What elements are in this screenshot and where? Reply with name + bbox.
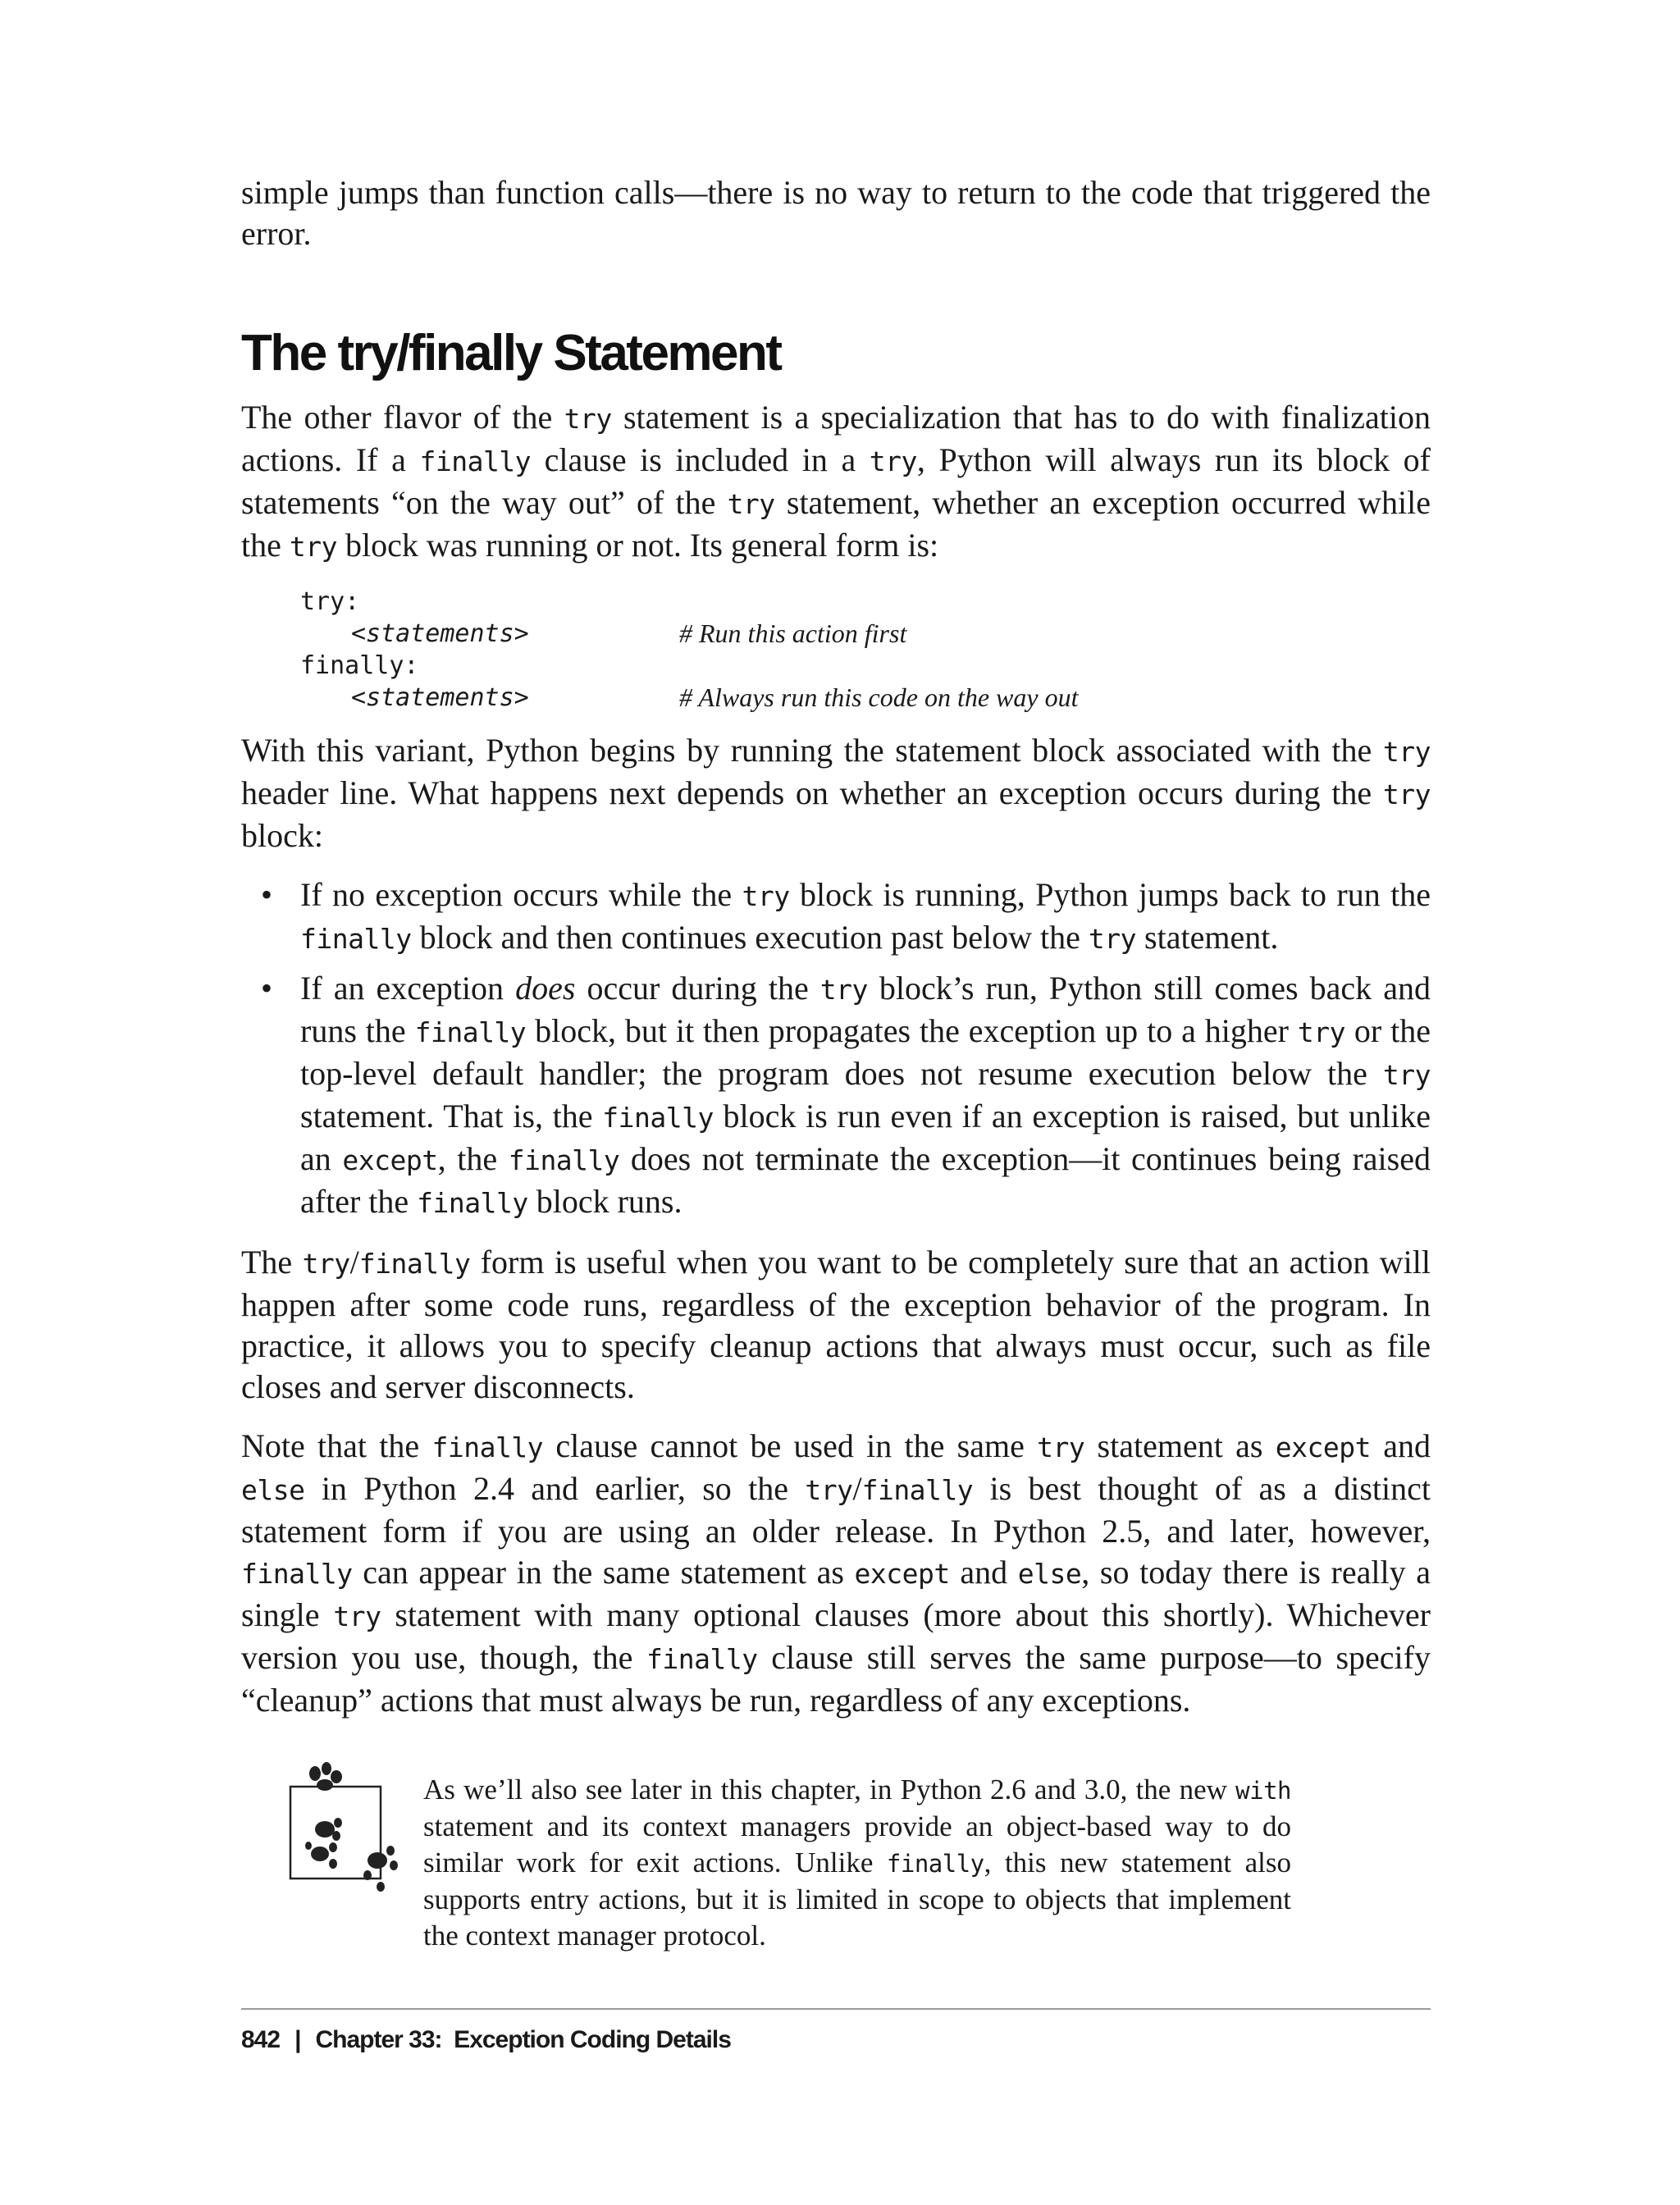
tip-note [241,1772,1431,1954]
paragraph-version-note: Note that the finally clause cannot be used in the same try statement as except and else in Python 2.4 and earlier, so the try/finally is best thought of as a distinct statement form if you are using an older release. In Python 2.5, and later, however, finally can appear in the same statement as except and else, so today there is really a single try statement with many optional clauses (more about this shortly). Whichever version you use, though, the finally clause still serves the same purpose—to specify “cleanup” actions that must always be run, regardless of any exceptions. [241,1427,1431,1719]
running-chapter-title: Chapter 33: Exception Coding Details [315,2026,731,2053]
intro-paragraph: simple jumps than function calls—there is no way to return to the code that triggered the error. [241,174,1431,252]
paragraph-general-form: The other flavor of the try statement is a specialization that has to do with finalization actions. If a finally clause is included in a try, Python will always run its block of statements “on the way out” of the try statement, whether an exception occurred while the try block was running or not. Its general form is: [241,399,1431,564]
bullet-item: • If an exception does occur during the try block’s run, Python still comes back and runs the finally block, but it then propagates the exception up to a higher try or the top-level default handler; the program does not resume execution below the try statement. That is, the finally block is run even if an exception is raised, but unlike an except, the finally does not terminate the exception—it continues being raised after the finally block runs. [261,970,1431,1220]
paragraph-variant: With this variant, Python begins by running the statement block associated with the try header line. What happens next depends on whether an exception occurs during the try block: [241,732,1431,854]
footer-separator: | [294,2026,301,2053]
code-line: try: [300,587,360,616]
code-line: <statements> # Run this action first [351,619,907,648]
code-line: finally: [300,651,419,680]
tip-text: As we’ll also see later in this chapter, in Python 2.6 and 3.0, the new with statement and its context managers provide an object-based way to do similar work for exit actions. Unlike finally, this new statement also supports entry actions, but it is limited in scope to objects that implement the context manager protocol. [423,1774,1291,1952]
bullet-item: • If no exception occurs while the try block is running, Python jumps back to run the finally block and then continues execution past below the try statement. [261,876,1431,956]
section-heading: The try/finally Statement [241,325,781,381]
bullet-marker: • [261,970,273,1007]
bullet-list [241,874,1431,1224]
page-number: 842 [241,2026,281,2053]
bullet-marker: • [261,876,273,913]
page-footer [241,2008,1431,2054]
page-body [241,172,1431,1954]
tip-paw-prints-icon [285,1755,409,1911]
paragraph-usefulness: The try/finally form is useful when you want to be completely sure that an action will happen after some code runs, regardless of the exception behavior of the program. In practice, it allows you to specify cleanup actions that always must occur, such as file closes and server disconnects. [241,1244,1431,1405]
code-line: <statements> # Always run this code on the way out [351,682,1079,712]
code-block [300,586,1431,714]
